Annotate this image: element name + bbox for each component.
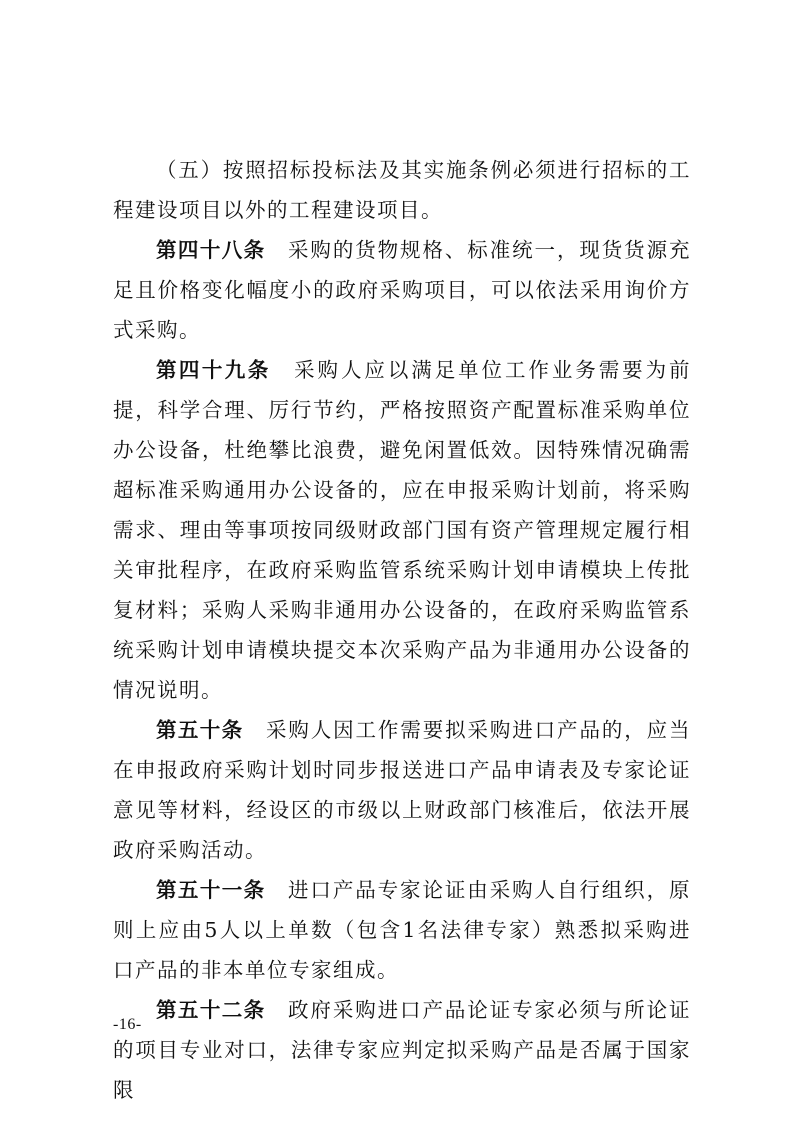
paragraph-text: （五）按照招标投标法及其实施条例必须进行招标的工程建设项目以外的工程建设项目。 (113, 158, 691, 222)
document-body (113, 150, 691, 1110)
article-text: 采购的货物规格、标准统一，现货货源充足且价格变化幅度小的政府采购项目，可以依法采用询价方式采购。 (113, 238, 692, 342)
article-51 (113, 870, 691, 990)
article-text: 采购人因工作需要拟采购进口产品的，应当在申报政府采购计划时同步报送进口产品申请表及专家论证意见等材料，经设区的市级以上财政部门核准后，依法开展政府采购活动。 (113, 718, 692, 862)
article-text: 采购人应以满足单位工作业务需要为前提，科学合理、厉行节约，严格按照资产配置标准采购单位办公设备，杜绝攀比浪费，避免闲置低效。因特殊情况确需超标准采购通用办公设备的，应在申报采购计划前，将采购需求、理由等事项按同级财政部门国有资产管理规定履行相关审批程序，在政府采购监管系统采购计划申请模块上传批复材料；采购人采购非通用办公设备的，在政府采购监管系统采购计划申请模块提交本次采购产品为非通用办公设备的情况说明。 (113, 358, 692, 702)
article-heading: 第五十二条 (156, 998, 266, 1022)
paragraph-item-5 (113, 150, 691, 230)
article-text: 政府采购进口产品论证专家必须与所论证的项目专业对口，法律专家应判定拟采购产品是否属于国家限 (113, 998, 692, 1102)
article-text: 进口产品专家论证由采购人自行组织，原则上应由5人以上单数（包含1名法律专家）熟悉拟采购进口产品的非本单位专家组成。 (113, 878, 692, 982)
article-48 (113, 230, 691, 350)
article-49 (113, 350, 691, 710)
article-52 (113, 990, 691, 1110)
article-50 (113, 710, 691, 870)
page-number: -16- (113, 1016, 142, 1033)
article-heading: 第五十一条 (156, 878, 266, 902)
article-heading: 第四十九条 (156, 358, 271, 382)
article-heading: 第四十八条 (156, 238, 266, 262)
article-heading: 第五十条 (156, 718, 244, 742)
